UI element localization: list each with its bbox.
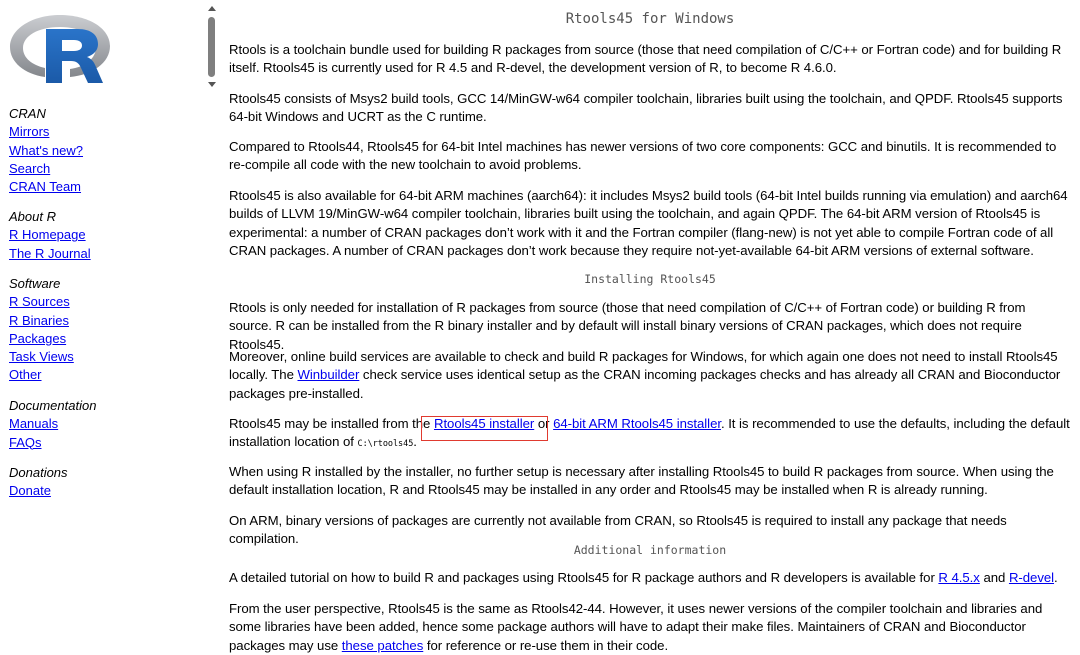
- these-patches-link[interactable]: these patches: [341, 637, 424, 653]
- arm-rtools45-installer-link[interactable]: 64-bit ARM Rtools45 installer: [553, 416, 721, 431]
- additional-info-heading: Additional information: [573, 543, 727, 557]
- nav-link-donate[interactable]: Donate: [9, 483, 51, 499]
- nav-link-r-binaries[interactable]: R Binaries: [9, 312, 69, 328]
- nav-link-manuals[interactable]: Manuals: [9, 416, 59, 432]
- arm-binaries-paragraph: On ARM, binary versions of packages are currently not available from CRAN, so Rtools45 is required to install any package that needs compilation.: [229, 513, 1007, 547]
- tutorial-paragraph: [229, 569, 1071, 587]
- sidebar-scrollbar[interactable]: [204, 3, 220, 93]
- r-devel-link[interactable]: R-devel: [1008, 570, 1055, 585]
- nav-group-cran: [9, 105, 83, 196]
- tutorial-text-end: .: [1054, 570, 1058, 585]
- nav-link-mirrors[interactable]: Mirrors: [9, 124, 50, 140]
- intro-paragraph: Rtools is a toolchain bundle used for building R packages from source (those that need compilation of C/C++ or Fortran code) and for building R itself. Rtools45 is currently used for R 4.5 and R-devel, the development version of R, to become R 4.6.0.: [229, 42, 1062, 76]
- nav-link-r-journal[interactable]: The R Journal: [9, 245, 91, 261]
- scrollbar-thumb[interactable]: [208, 17, 215, 77]
- nav-link-whats-new[interactable]: What's new?: [9, 142, 84, 158]
- user-perspective-text-b: for reference or re-use them in their code.: [423, 637, 669, 653]
- build-services-text-b: check service uses identical setup as the CRAN incoming packages checks and has already all CRAN and Bioconductor packages pre-installed.: [229, 367, 1061, 401]
- nav-group-software: [9, 275, 74, 385]
- build-services-text-a: Moreover, online build services are available to check and build R packages for Windows, for which again one does not need to install Rtools45 locally. The: [229, 349, 1058, 383]
- nav-heading-software: Software: [9, 276, 61, 291]
- r-logo[interactable]: [8, 13, 112, 85]
- install-paragraph: [229, 415, 1071, 454]
- user-perspective-text-a: From the user perspective, Rtools45 is the same as Rtools42-44. However, it uses newer versions of the compiler toolchain and libraries and some libraries have been added, hence some package authors will have to adapt their make files. Maintainers of CRAN and Bioconductor packages may use: [229, 601, 1043, 653]
- nav-group-documentation: [9, 397, 96, 452]
- arm-paragraph: Rtools45 is also available for 64-bit ARM machines (aarch64): it includes Msys2 build tools (64-bit Intel builds running via emulation) and aarch64 builds of LLVM 19/MinGW-w64 compiler toolchain, libraries built using the toolchain, and again QPDF. The 64-bit ARM version of Rtools45 is experimental: a number of CRAN packages don’t work with it and the Fortran compiler (flang-new) is not yet able to compile Fortran code of all CRAN packages. A number of CRAN packages don’t work because they require not-yet-available 64-bit ARM versions of external software.: [229, 188, 1068, 259]
- installing-heading: Installing Rtools45: [584, 272, 716, 286]
- user-perspective-paragraph: [229, 600, 1071, 655]
- sidebar: [0, 0, 200, 655]
- nav-heading-documentation: Documentation: [9, 398, 97, 413]
- build-services-paragraph: [229, 348, 1071, 403]
- winbuilder-link[interactable]: Winbuilder: [297, 367, 360, 383]
- setup-paragraph: When using R installed by the installer, no further setup is necessary after installing Rtools45 to build R packages from source. When using the default installation location, R and Rtools45 may be installed in any order and Rtools45 may be installed when R is already running.: [229, 464, 1054, 498]
- nav-link-cran-team[interactable]: CRAN Team: [9, 179, 82, 195]
- nav-group-about-r: [9, 208, 91, 263]
- install-text-or: or: [534, 416, 554, 431]
- nav-link-faqs[interactable]: FAQs: [9, 434, 42, 450]
- install-text-b: . It is recommended to use the defaults, including the default installation location of: [229, 416, 1070, 450]
- nav-heading-about-r: About R: [9, 209, 56, 224]
- nav-link-packages[interactable]: Packages: [9, 330, 67, 346]
- page-title: Rtools45 for Windows: [565, 11, 735, 27]
- nav-link-other[interactable]: Other: [9, 367, 42, 383]
- nav-link-r-sources[interactable]: R Sources: [9, 294, 70, 310]
- r-4-5-x-link[interactable]: R 4.5.x: [938, 570, 980, 585]
- nav-group-donations: [9, 464, 68, 501]
- tutorial-text-and: and: [979, 570, 1009, 585]
- comparison-paragraph: Compared to Rtools44, Rtools45 for 64-bit Intel machines has newer versions of two core components: GCC and binutils. It is recommended to re-compile all code with the new toolchain to avoid problems.: [229, 139, 1057, 173]
- tutorial-text-a: A detailed tutorial on how to build R and packages using Rtools45 for R package authors and R developers is available for: [229, 570, 939, 585]
- install-text-a: Rtools45 may be installed from the: [229, 416, 434, 431]
- install-path-code: C:\rtools45: [357, 439, 414, 450]
- nav-link-task-views[interactable]: Task Views: [9, 349, 74, 365]
- nav-heading-donations: Donations: [9, 465, 68, 480]
- install-text-end: .: [413, 434, 417, 450]
- installation-need-paragraph: Rtools is only needed for installation of R packages from source (those that need compilation of C/C++ of Fortran code) or building R from source. R can be installed from the R binary installer and by default will install binary versions of CRAN packages, which does not require Rtools45.: [229, 300, 1026, 352]
- nav-link-r-homepage[interactable]: R Homepage: [9, 227, 86, 243]
- nav-heading-cran: CRAN: [9, 106, 46, 121]
- scroll-up-arrow-icon[interactable]: [208, 6, 216, 11]
- nav-link-search[interactable]: Search: [9, 160, 51, 176]
- components-paragraph: Rtools45 consists of Msys2 build tools, GCC 14/MinGW-w64 compiler toolchain, libraries built using the toolchain, and QPDF. Rtools45 supports 64-bit Windows and UCRT as the C runtime.: [229, 91, 1063, 125]
- rtools45-installer-link[interactable]: Rtools45 installer: [433, 416, 535, 431]
- scroll-down-arrow-icon[interactable]: [208, 82, 216, 87]
- installer-link-highlight: [421, 416, 548, 441]
